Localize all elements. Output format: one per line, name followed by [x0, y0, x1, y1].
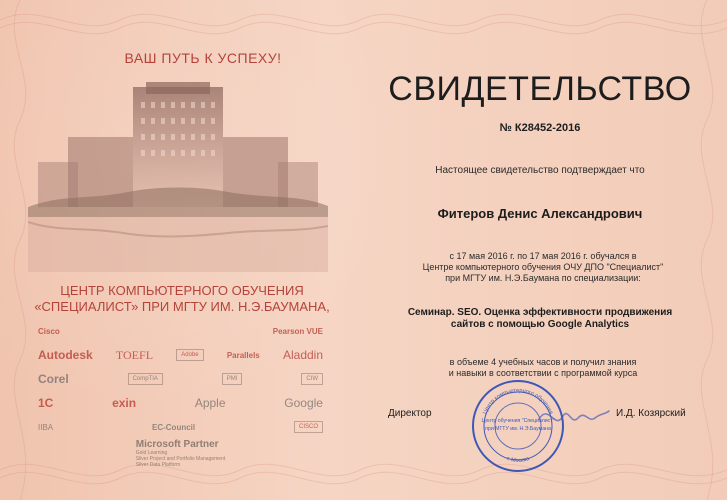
logo-autodesk: Autodesk — [38, 348, 93, 362]
training-center-name-line1: ЦЕНТР КОМПЬЮТЕРНОГО ОБУЧЕНИЯ — [60, 283, 304, 298]
hours-line-2: и навыки в соответствии с программой курса — [448, 368, 638, 378]
study-line-1: с 17 мая 2016 г. по 17 мая 2016 г. обучался в — [449, 251, 637, 261]
logo-aladdin: Aladdin — [282, 348, 323, 362]
training-center-name — [22, 283, 342, 315]
director-signature — [535, 401, 613, 433]
confirmation-text: Настоящее свидетельство подтверждает что — [435, 165, 645, 176]
microsoft-partner-block — [136, 439, 226, 468]
microsoft-partner-sub-1: Gold Learning — [135, 449, 168, 456]
study-line-2: Центре компьютерного обучения ОЧУ ДПО "Специалист" — [422, 262, 664, 272]
certificate-number: № К28452-2016 — [499, 122, 581, 134]
hours-line-1: в объеме 4 учебных часов и получил знания — [449, 357, 637, 367]
director-name: И.Д. Козярский — [616, 408, 686, 419]
logo-pearson-vue: Pearson VUE — [272, 326, 323, 336]
right-panel — [380, 0, 700, 500]
logo-row-6 — [38, 440, 323, 466]
logo-row-4 — [38, 392, 323, 414]
logo-exin: exin — [112, 396, 137, 410]
building-illustration — [28, 82, 328, 272]
logo-iiba: IIBA — [38, 422, 54, 432]
stamp-top-text: Центр компьютерного обучения — [482, 387, 554, 416]
logo-toefl: TOEFL — [115, 347, 154, 362]
logo-1c: 1C — [38, 396, 54, 410]
course-title-line-1: Семинар. SEO. Оценка эффективности продвижения — [407, 307, 673, 318]
logo-comptia: CompTIA — [128, 373, 163, 385]
director-label: Директор — [388, 408, 432, 419]
hours-text — [398, 357, 688, 379]
logo-cisco: Cisco — [38, 326, 60, 336]
logo-ciw: CIW — [301, 373, 323, 385]
logo-cisco-box: CISCO — [294, 421, 323, 433]
logo-microsoft-partner: Microsoft Partner — [135, 438, 219, 450]
logo-corel: Corel — [38, 372, 69, 386]
logo-google: Google — [284, 396, 323, 410]
certificate-title: СВИДЕТЕЛЬСТВО — [388, 70, 692, 108]
left-panel — [22, 0, 342, 500]
logo-row-1 — [38, 320, 323, 342]
logo-row-5 — [38, 416, 323, 438]
slogan: ВАШ ПУТЬ К УСПЕХУ! — [124, 50, 282, 66]
study-period-text — [398, 251, 688, 284]
logo-ec-council: EC-Council — [152, 422, 196, 432]
stamp-bottom-text: г. Москва — [505, 455, 531, 465]
microsoft-partner-sub-2: Silver Project and Portfolio Management — [135, 455, 226, 462]
logo-row-2 — [38, 344, 323, 366]
logo-pmi: PMI — [222, 373, 243, 385]
logo-parallels: Parallels — [226, 350, 260, 360]
course-title — [384, 307, 696, 331]
stamp-center-line-1: Центр обучения "Специалист" — [481, 418, 555, 424]
study-line-3: при МГТУ им. Н.Э.Баумана по специализации: — [445, 273, 641, 283]
svg-text:г. Москва — [506, 456, 531, 465]
course-title-line-2: сайтов с помощью Google Analytics — [450, 319, 630, 330]
microsoft-partner-sub-3: Silver Data Platform — [135, 461, 181, 468]
training-center-name-line2: «СПЕЦИАЛИСТ» ПРИ МГТУ ИМ. Н.Э.БАУМАНА, — [34, 299, 330, 314]
stamp-center-line-2: при МГТУ им. Н.Э.Баумана — [485, 426, 551, 432]
recipient-name: Фитеров Денис Александрович — [437, 206, 643, 221]
logo-adobe: Adobe — [176, 349, 203, 361]
logo-row-3 — [38, 368, 323, 390]
partner-logos — [38, 320, 323, 468]
logo-apple: Apple — [194, 396, 226, 410]
